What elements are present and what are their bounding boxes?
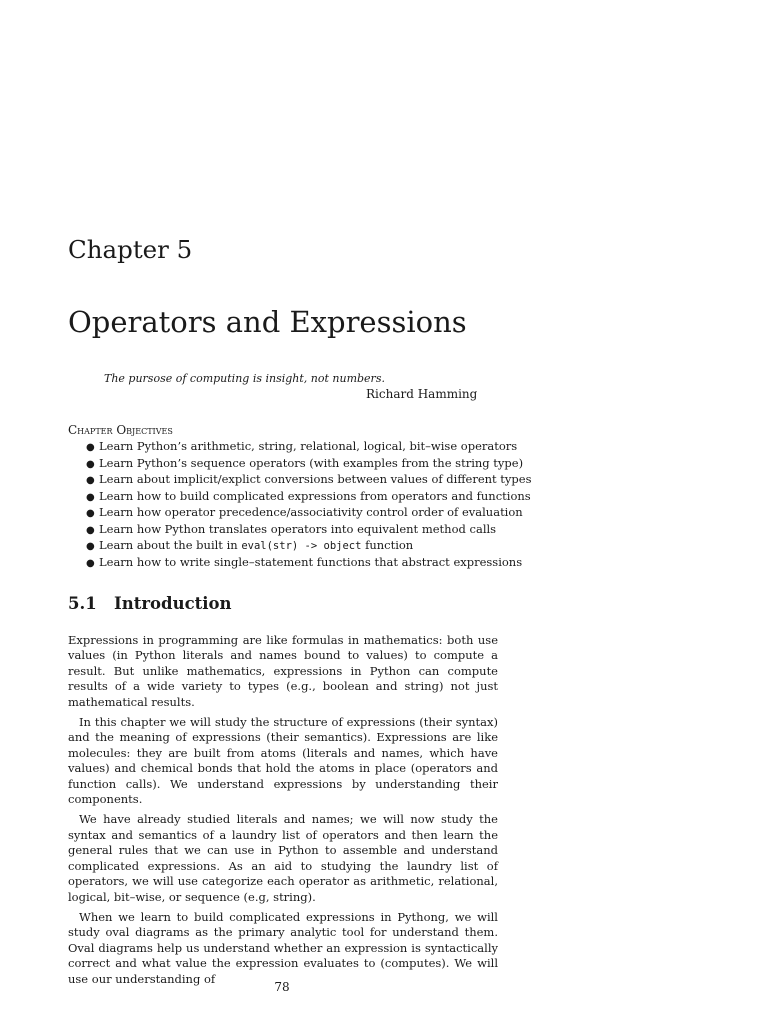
objective-item: ● Learn how to build complicated expressions from operators and functions xyxy=(86,489,532,506)
section-title: Introduction xyxy=(114,594,232,613)
bullet-icon: ● xyxy=(86,508,95,519)
page-number: 78 xyxy=(274,980,290,994)
bullet-icon: ● xyxy=(86,491,95,503)
objectives-heading: Chapter Objectives xyxy=(68,423,173,437)
bullet-icon: ● xyxy=(86,475,95,486)
section-number: 5.1 xyxy=(68,594,97,613)
bullet-icon: ● xyxy=(86,524,95,536)
objective-item: ● Learn how Python translates operators into equivalent method calls xyxy=(86,522,532,539)
objective-item: ● Learn Python’s sequence operators (with examples from the string type) xyxy=(86,456,532,473)
paragraph: Expressions in programming are like formulas in mathematics: both use values (in Python literals and names bound to values) to compute a result. But unlike mathematics, expressions in Python can compute results of a wide variety to types (e.g., boolean and string) not just mathematical results. xyxy=(68,633,498,709)
paragraph: We have already studied literals and names; we will now study the syntax and semantics of a laundry list of operators and then learn the general rules that we can use in Python to assemble and understand complicated expressions. As an aid to studying the laundry list of operators, we will use categorize each operator as arithmetic, relational, logical, bit–wise, or sequence (e.g, string). xyxy=(68,812,498,904)
objective-item: ● Learn Python’s arithmetic, string, relational, logical, bit–wise operators xyxy=(86,439,532,456)
section-heading xyxy=(68,592,232,616)
objectives-list xyxy=(86,439,532,571)
bullet-icon: ● xyxy=(86,541,95,552)
chapter-title: Operators and Expressions xyxy=(68,305,467,339)
bullet-icon: ● xyxy=(86,458,95,470)
objective-item: ● Learn about implicit/explict conversions between values of different types xyxy=(86,472,532,489)
epigraph-quote: The pursose of computing is insight, not numbers. xyxy=(104,372,385,385)
bullet-icon: ● xyxy=(86,557,95,569)
chapter-label: Chapter 5 xyxy=(68,235,193,264)
objective-item: ● Learn how to write single–statement functions that abstract expressions xyxy=(86,555,532,572)
objective-item: ● Learn how operator precedence/associativity control order of evaluation xyxy=(86,505,532,522)
bullet-icon: ● xyxy=(86,442,95,453)
epigraph-author: Richard Hamming xyxy=(366,387,478,401)
inline-code: eval(str) -> object xyxy=(241,540,362,552)
paragraph: In this chapter we will study the structure of expressions (their syntax) and the meaning of expressions (their semantics). Expressions are like molecules: they are built from atoms (literals and names, which have values) and chemical bonds that hold the atoms in place (operators and function calls). We understand expressions by understanding their components. xyxy=(68,715,498,807)
section-body xyxy=(68,633,498,992)
objective-item: ● Learn about the built in eval(str) -> object function xyxy=(86,538,532,555)
paragraph: When we learn to build complicated expressions in Pythong, we will study oval diagrams as the primary analytic tool for understand them. Oval diagrams help us understand whether an expression is syntactically correct and what value the expression evaluates to (computes). We will use our understanding of xyxy=(68,909,498,986)
